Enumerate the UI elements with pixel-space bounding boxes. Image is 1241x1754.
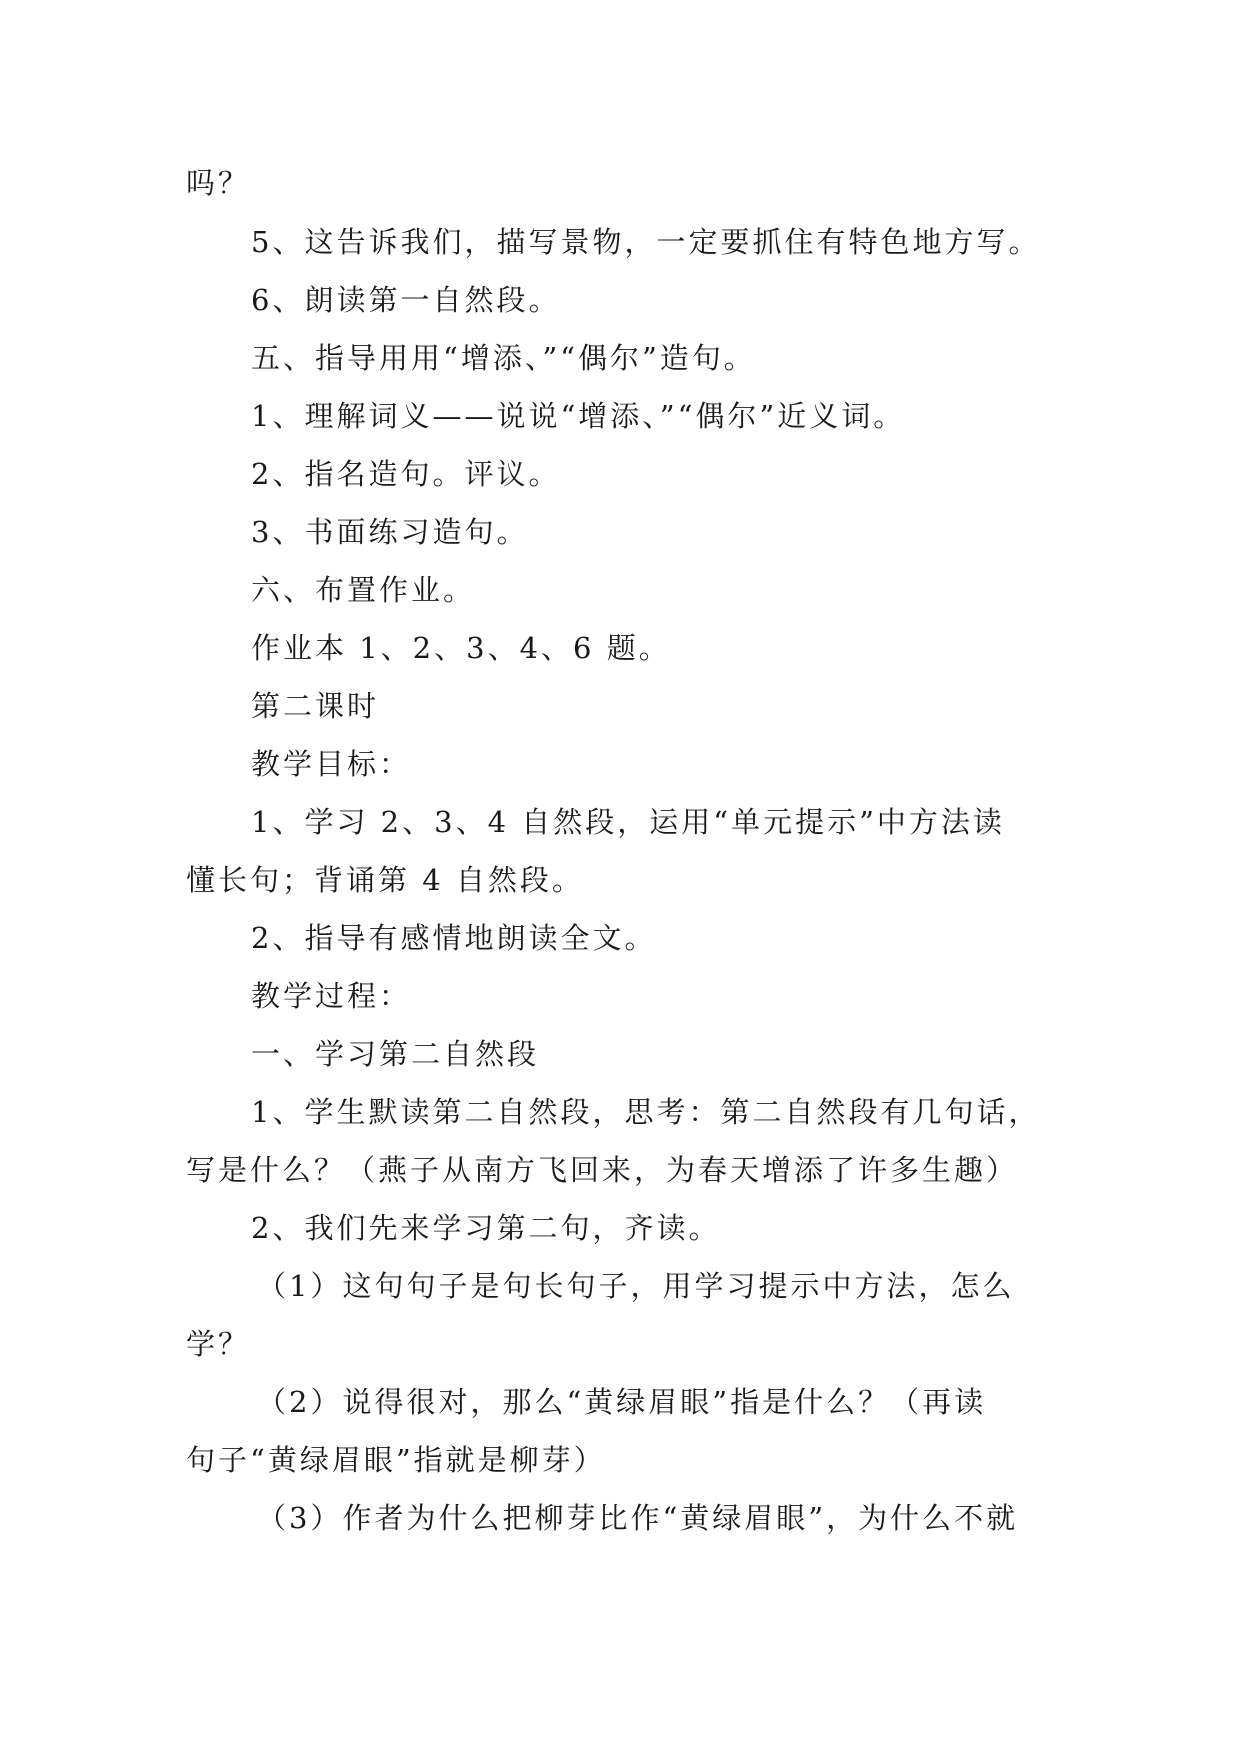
text-line: （2）说得很对，那么“黄绿眉眼”指是什么？（再读 bbox=[257, 1385, 987, 1419]
text-line: 1、理解词义——说说“增添、”“偶尔”近义词。 bbox=[251, 399, 906, 433]
text-line: 一、学习第二自然段 bbox=[251, 1037, 540, 1071]
text-line: 2、我们先来学习第二句，齐读。 bbox=[251, 1211, 721, 1245]
text-line: 1、学习 2、3、4 自然段，运用“单元提示”中方法读 bbox=[251, 805, 1005, 839]
text-line: 6、朗读第一自然段。 bbox=[251, 283, 561, 317]
text-line: 5、这告诉我们，描写景物，一定要抓住有特色地方写。 bbox=[251, 225, 1041, 259]
text-line: （3）作者为什么把柳芽比作“黄绿眉眼”，为什么不就 bbox=[257, 1501, 1019, 1535]
text-line: 句子“黄绿眉眼”指就是柳芽） bbox=[186, 1443, 606, 1477]
text-line: 五、指导用用“增添、”“偶尔”造句。 bbox=[251, 341, 756, 375]
text-line: 2、指导有感情地朗读全文。 bbox=[251, 921, 657, 955]
text-line: 第二课时 bbox=[251, 689, 380, 723]
text-line: 懂长句；背诵第 4 自然段。 bbox=[186, 863, 584, 897]
text-line: 写是什么？（燕子从南方飞回来，为春天增添了许多生趣） bbox=[186, 1153, 1019, 1187]
text-line: 教学目标： bbox=[251, 747, 412, 781]
text-line: 2、指名造句。评议。 bbox=[251, 457, 561, 491]
text-line: 1、学生默读第二自然段，思考：第二自然段有几句话， bbox=[251, 1095, 1041, 1129]
text-line: 教学过程： bbox=[251, 979, 412, 1013]
text-line: 作业本 1、2、3、4、6 题。 bbox=[251, 631, 671, 665]
text-line: 学？ bbox=[186, 1327, 251, 1361]
text-line: 六、布置作业。 bbox=[251, 573, 476, 607]
text-line: 3、书面练习造句。 bbox=[251, 515, 529, 549]
text-line: 吗？ bbox=[186, 166, 251, 200]
text-line: （1）这句句子是句长句子，用学习提示中方法，怎么 bbox=[257, 1269, 1015, 1303]
